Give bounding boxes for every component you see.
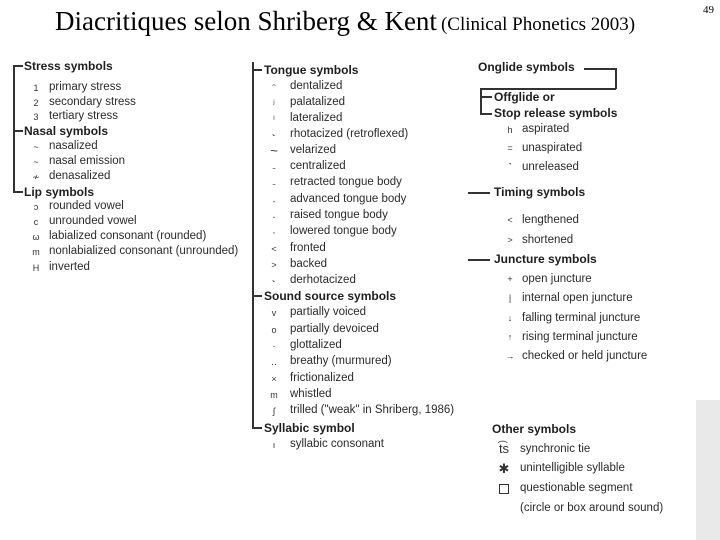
questionable-segment-note: (circle or box around sound) [520, 502, 664, 514]
onglide-drop [615, 68, 617, 89]
open-juncture-label: open juncture [522, 273, 592, 285]
sound-source-tick [252, 295, 262, 297]
glide-bracket-line [480, 88, 482, 114]
tongue-tick [252, 69, 262, 71]
lengthened-mark: < [507, 215, 513, 225]
syllabic-consonant-mark: ı [272, 440, 276, 450]
glottalized-mark: · [272, 341, 276, 351]
unreleased-label: unreleased [522, 161, 579, 173]
rounded-vowel-label: rounded vowel [49, 200, 124, 212]
unintelligible-syllable-mark: ✱ [498, 461, 510, 476]
inverted-label: inverted [49, 261, 90, 273]
syllabic-header: Syllabic symbol [264, 421, 355, 435]
lip-tick [13, 191, 23, 193]
internal-open-juncture-mark: | [508, 293, 512, 303]
synchronic-tie-label: synchronic tie [520, 443, 591, 455]
shortened-mark: > [507, 235, 513, 245]
offglide-tick [480, 96, 492, 98]
left-bracket-line [13, 65, 15, 192]
dentalized-mark: ᵔ [272, 82, 276, 92]
tertiary-stress-mark: 3 [33, 112, 39, 122]
partially-devoiced-mark: o [271, 325, 277, 335]
stop-release-tick [480, 113, 492, 115]
breathy-label: breathy (murmured) [290, 355, 392, 367]
unaspirated-mark: = [507, 143, 513, 153]
centralized-mark: ˗ [272, 162, 276, 172]
fronted-mark: < [271, 244, 277, 254]
advanced-mark: ˖ [272, 195, 276, 205]
unaspirated-label: unaspirated [522, 142, 583, 154]
stop-release-header: Stop release symbols [494, 106, 618, 120]
juncture-line [468, 259, 490, 261]
raised-label: raised tongue body [290, 209, 388, 221]
glottalized-label: glottalized [290, 339, 342, 351]
aspirated-mark: h [507, 125, 513, 135]
nonlabialized-label: nonlabialized consonant (unrounded) [49, 245, 239, 257]
tongue-header: Tongue symbols [264, 63, 359, 77]
velarized-mark: ~ [270, 143, 278, 158]
nasal-emission-label: nasal emission [49, 155, 126, 167]
secondary-stress-mark: 2 [33, 98, 39, 108]
unreleased-mark: ˺ [508, 162, 512, 172]
questionable-segment-box-icon [497, 484, 511, 496]
backed-mark: > [271, 260, 277, 270]
unrounded-vowel-mark: c [33, 217, 39, 227]
nasalized-mark: ~ [33, 142, 39, 152]
velarized-label: velarized [290, 144, 337, 156]
unrounded-vowel-label: unrounded vowel [49, 215, 137, 227]
lengthened-label: lengthened [522, 214, 579, 226]
lip-header: Lip symbols [24, 185, 95, 199]
whistled-mark: m [270, 390, 278, 400]
stress-header: Stress symbols [24, 59, 113, 73]
title-sub: (Clinical Phonetics 2003) [440, 14, 636, 35]
palatalized-label: palatalized [290, 96, 345, 108]
primary-stress-label: primary stress [49, 81, 122, 93]
advanced-label: advanced tongue body [290, 193, 407, 205]
retracted-label: retracted tongue body [290, 176, 402, 188]
tertiary-stress-label: tertiary stress [49, 110, 119, 122]
unintelligible-syllable-label: unintelligible syllable [520, 462, 625, 474]
labialized-label: labialized consonant (rounded) [49, 230, 207, 242]
checked-juncture-label: checked or held juncture [522, 350, 648, 362]
title-main: Diacritiques selon Shriberg & Kent [55, 6, 437, 36]
synchronic-tie-mark: t͡s [498, 441, 510, 456]
nasal-header: Nasal symbols [24, 124, 109, 138]
stress-tick [13, 65, 23, 67]
middle-bracket-line [252, 62, 254, 428]
falling-terminal-juncture-mark: ↓ [507, 313, 513, 323]
onglide-line [584, 68, 616, 70]
rising-terminal-juncture-mark: ↑ [507, 332, 513, 342]
juncture-header: Juncture symbols [494, 252, 597, 266]
nasal-tick [13, 130, 23, 132]
whistled-label: whistled [290, 388, 332, 400]
open-juncture-mark: + [507, 274, 513, 284]
syllabic-consonant-label: syllabic consonant [290, 438, 384, 450]
primary-stress-mark: 1 [33, 83, 39, 93]
nonlabialized-mark: m [32, 247, 40, 257]
aspirated-label: aspirated [522, 123, 570, 135]
syllabic-tick [252, 427, 262, 429]
nasal-emission-mark: ~ [33, 157, 39, 167]
rhotacized-mark: ˞ [272, 130, 276, 140]
nasalized-label: nasalized [49, 140, 98, 152]
sound-source-header: Sound source symbols [264, 289, 397, 303]
questionable-segment-label: questionable segment [520, 482, 633, 494]
derhotacized-mark: ˞ [272, 276, 276, 286]
page-number: 49 [703, 4, 714, 16]
onglide-header: Onglide symbols [478, 60, 575, 74]
rising-terminal-juncture-label: rising terminal juncture [522, 331, 638, 343]
lateralized-mark: ˡ [273, 114, 275, 124]
frictionalized-label: frictionalized [290, 372, 354, 384]
shortened-label: shortened [522, 234, 574, 246]
frictionalized-mark: × [271, 374, 277, 384]
timing-header: Timing symbols [494, 185, 586, 199]
retracted-mark: ˗ [272, 178, 276, 188]
backed-label: backed [290, 258, 328, 270]
rounded-vowel-mark: ɔ [33, 202, 39, 212]
lowered-mark: ˕ [272, 227, 276, 237]
raised-mark: ˔ [272, 211, 276, 221]
fronted-label: fronted [290, 242, 326, 254]
internal-open-juncture-label: internal open juncture [522, 292, 633, 304]
centralized-label: centralized [290, 160, 346, 172]
denasalized-mark: ≁ [32, 172, 40, 182]
derhotacized-label: derhotacized [290, 274, 356, 286]
timing-line [468, 192, 490, 194]
rhotacized-label: rhotacized (retroflexed) [290, 128, 409, 140]
dentalized-label: dentalized [290, 80, 343, 92]
lateralized-label: lateralized [290, 112, 343, 124]
secondary-stress-label: secondary stress [49, 96, 136, 108]
palatalized-mark: ʲ [273, 98, 275, 108]
partially-voiced-mark: v [271, 308, 277, 318]
lowered-label: lowered tongue body [290, 225, 397, 237]
other-header: Other symbols [492, 422, 577, 436]
offglide-header: Offglide or [494, 90, 555, 104]
partially-voiced-label: partially voiced [290, 306, 367, 318]
checked-juncture-mark: → [505, 351, 515, 361]
trilled-label: trilled ("weak" in Shriberg, 1986) [290, 404, 455, 416]
denasalized-label: denasalized [49, 170, 111, 182]
scan-shadow [696, 400, 720, 540]
breathy-mark: ‥ [270, 357, 277, 367]
labialized-mark: ω [32, 232, 40, 242]
partially-devoiced-label: partially devoiced [290, 323, 379, 335]
trilled-mark: ʃ [273, 406, 275, 416]
inverted-mark: H [32, 263, 40, 273]
falling-terminal-juncture-label: falling terminal juncture [522, 312, 641, 324]
